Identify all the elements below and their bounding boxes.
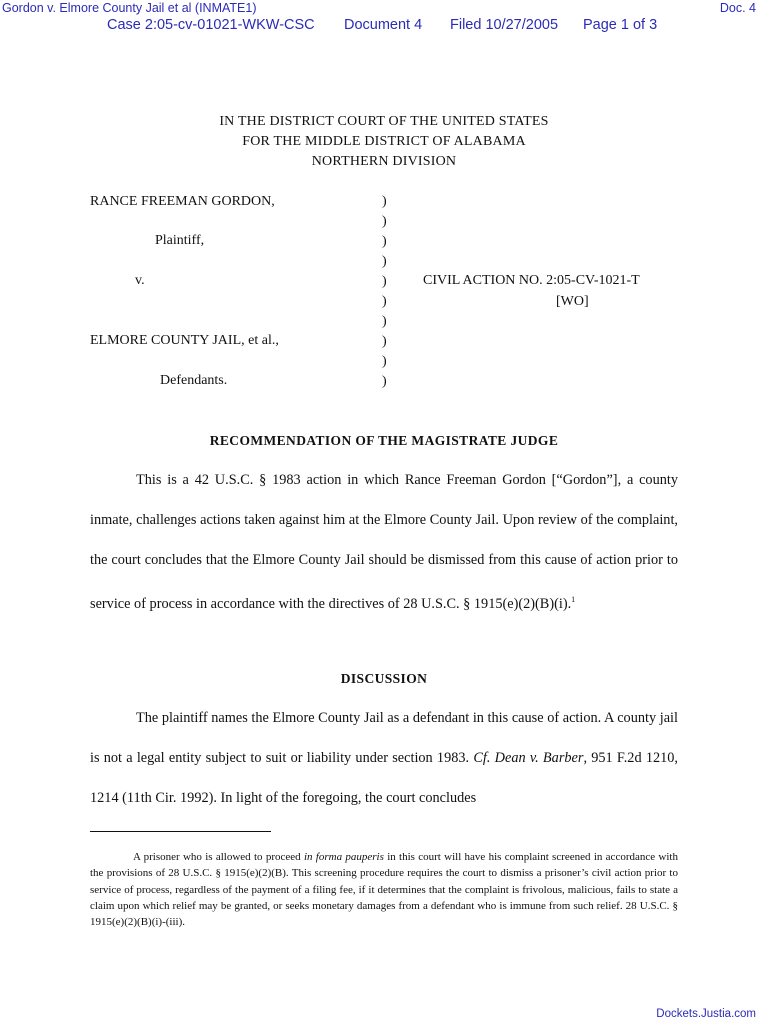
doc-link[interactable]: Doc. 4 xyxy=(719,1,756,15)
caption-paren: ) xyxy=(382,294,387,309)
filing-case-number: Case 2:05-cv-01021-WKW-CSC xyxy=(107,17,315,33)
paragraph-intro xyxy=(90,460,678,624)
court-heading-line1: IN THE DISTRICT COURT OF THE UNITED STATES xyxy=(219,114,549,129)
paragraph-discussion-text-2: , 951 F.2d 1210, 1214 (11th Cir. 1992). In light of the foregoing, the court concludes xyxy=(90,750,679,806)
plaintiff-label: Plaintiff, xyxy=(155,233,205,248)
civil-action-number: CIVIL ACTION NO. 2:05-CV-1021-T xyxy=(423,273,640,288)
caption-paren: ) xyxy=(382,214,387,229)
footnote-italic: in forma pauperis xyxy=(303,851,384,863)
footnote-text-1: A prisoner who is allowed to proceed xyxy=(133,851,304,863)
caption-paren: ) xyxy=(382,374,387,389)
defendant-name: ELMORE COUNTY JAIL, et al., xyxy=(90,333,279,348)
filing-document-number: Document 4 xyxy=(344,17,423,33)
filing-page: Page 1 of 3 xyxy=(583,17,658,33)
plaintiff-name: RANCE FREEMAN GORDON, xyxy=(90,194,275,209)
caption-paren: ) xyxy=(382,354,387,369)
footnote-ref: 1 xyxy=(571,595,576,604)
paragraph-intro-text: This is a 42 U.S.C. § 1983 action in which Rance Freeman Gordon [“Gordon”], a county inmate, challenges actions taken against him at the Elmore County Jail. Upon review of the complaint, the court concludes that the Elmore County Jail should be dismissed from this cause of action prior to service of process in accordance with the directives of 28 U.S.C. § 1915(e)(2)(B)(i). xyxy=(90,472,678,612)
footnote-divider xyxy=(90,831,271,832)
dockets-justia-link[interactable]: Dockets.Justia.com xyxy=(656,1008,756,1020)
versus: v. xyxy=(135,273,145,288)
filing-date: Filed 10/27/2005 xyxy=(450,17,559,33)
court-heading-line2: FOR THE MIDDLE DISTRICT OF ALABAMA xyxy=(242,134,526,149)
caption-paren: ) xyxy=(382,314,387,329)
caption-paren: ) xyxy=(382,334,387,349)
caption-paren: ) xyxy=(382,274,387,289)
defendant-label: Defendants. xyxy=(160,373,228,388)
case-citation: Cf. Dean v. Barber xyxy=(473,750,584,766)
caption-paren: ) xyxy=(382,194,387,209)
footnote xyxy=(90,849,678,930)
recommendation-title: RECOMMENDATION OF THE MAGISTRATE JUDGE xyxy=(209,433,559,448)
paragraph-discussion-text-1: The plaintiff names the Elmore County Jail as a defendant in this cause of action. A county jail is not a legal entity subject to suit or liability under section 1983. xyxy=(90,710,678,766)
written-opinion-tag: [WO] xyxy=(556,294,589,309)
paragraph-discussion xyxy=(90,698,678,818)
caption-paren: ) xyxy=(382,254,387,269)
caption-paren: ) xyxy=(382,234,387,249)
footnote-text-2: in this court will have his complaint screened in accordance with the provisions of 28 U.S.C. § 1915(e)(2)(B). This screening procedure requires the court to dismiss a prisoner’s civil action prior to service of process, regardless of the payment of a filing fee, if it determines that the complaint is frivolous, malicious, fails to state a claim upon which relief may be granted, or seeks monetary damages from a defendant who is immune from such relief. 28 U.S.C. § 1915(e)(2)(B)(i)-(iii). xyxy=(90,851,678,929)
case-title-link[interactable]: Gordon v. Elmore County Jail et al (INMATE1) xyxy=(2,1,257,15)
discussion-title: DISCUSSION xyxy=(340,671,428,686)
court-heading-line3: NORTHERN DIVISION xyxy=(311,154,457,169)
